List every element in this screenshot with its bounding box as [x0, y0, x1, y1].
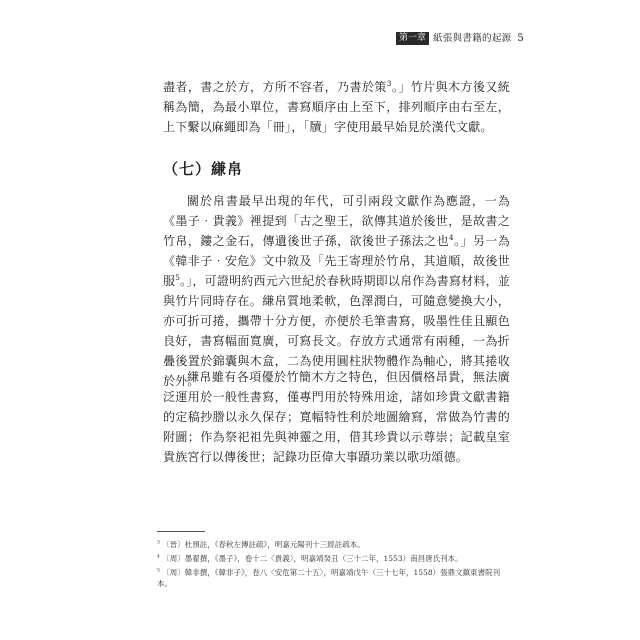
footnote-number: 4 — [157, 554, 160, 560]
paragraph-1 — [163, 77, 510, 137]
paragraph-3-text: 縑帛雖有各項優於竹簡木方之特色，但因價格昂貴，無法廣泛運用於一般性書寫，僅專門用於特殊用途，諸如珍貴文獻書籍的定稿抄謄以永久保存；寬幅特性利於地圖繪寫，常做為竹書的附圖；作為祭祀祖先與神靈之用，借其珍貴以示尊崇；記載皇室貴族宮行以傳後世；記錄功臣偉大事蹟功業以歌功頌德。 — [163, 370, 510, 464]
paragraph-2-part-c: 。」，可證明約西元六世紀於春秋時期即以帛作為書寫材料，並與竹片同時存在。縑帛質地柔軟，色澤潤白，可隨意變換大小，亦可折可捲，攜帶十分方便，亦便於毛筆書寫，吸墨性佳且顯色良好，書寫幅面寬廣，可寫長文。存放方式通常有兩種，一為折疊後置於錦囊與木盒，二為使用圓柱狀物體作為軸心，將其捲收於外。 — [163, 274, 510, 388]
footnote-divider — [157, 531, 205, 532]
paragraph-3 — [163, 367, 510, 467]
running-head — [396, 32, 524, 45]
chapter-label: 第一章 — [396, 32, 429, 45]
footnote-3 — [157, 539, 515, 550]
footnote-4 — [157, 553, 515, 564]
footnote-ref-4: 4 — [449, 233, 454, 242]
paragraph-2-part-a: 關於帛書最早出現的年代，可引兩段文獻作為應證，一為《墨子‧貴義》裡提到「古之聖王，欲傳其道於後世，是故書之竹帛，鏤之金石，傳遺後世子孫，欲後世子孫法之也 — [163, 194, 510, 248]
footnote-5 — [157, 567, 515, 589]
footnote-text: 〔周〕墨翟撰，《墨子》，卷十二〈貴義〉，明嘉靖癸丑（三十二年，1553）南昌唐氏刊本。 — [162, 554, 463, 563]
chapter-title: 紙張與書籍的起源 — [433, 32, 512, 44]
paragraph-1-rest: 。」竹片與木方後又統稱為簡，為最小單位，書寫順序由上至下，排列順序由右至左，上下繫以麻繩即為「冊」，「牘」字使用最早始見於漢代文獻。 — [163, 80, 510, 134]
paragraph-2 — [163, 191, 510, 391]
paragraph-1-text: 盡者，書之於方，方所不容者，乃書於策 — [163, 80, 387, 94]
footnote-number: 5 — [157, 568, 160, 574]
footnote-ref-5: 5 — [175, 273, 180, 282]
paragraph-2-part-b: 。」另一為《韓非子‧安危》文中敘及「先王寄理於竹帛，其道順，故後世服 — [163, 234, 510, 288]
page-number: 5 — [517, 32, 524, 44]
footnote-text: 〔晉〕杜預註，《春秋左傳註疏》，明嘉元陽刊十三經註疏本。 — [162, 540, 365, 549]
footnote-number: 3 — [157, 540, 160, 546]
footnotes — [157, 539, 515, 592]
footnote-text: 〔周〕韓非撰，《韓非子》，卷八〈安危第二十五〉，明嘉靖戊午（三十七年，1558）張鼎文鎮東書院刊本。 — [157, 568, 501, 588]
section-heading: （七）縑帛 — [163, 160, 244, 178]
footnote-ref-3: 3 — [386, 79, 392, 88]
